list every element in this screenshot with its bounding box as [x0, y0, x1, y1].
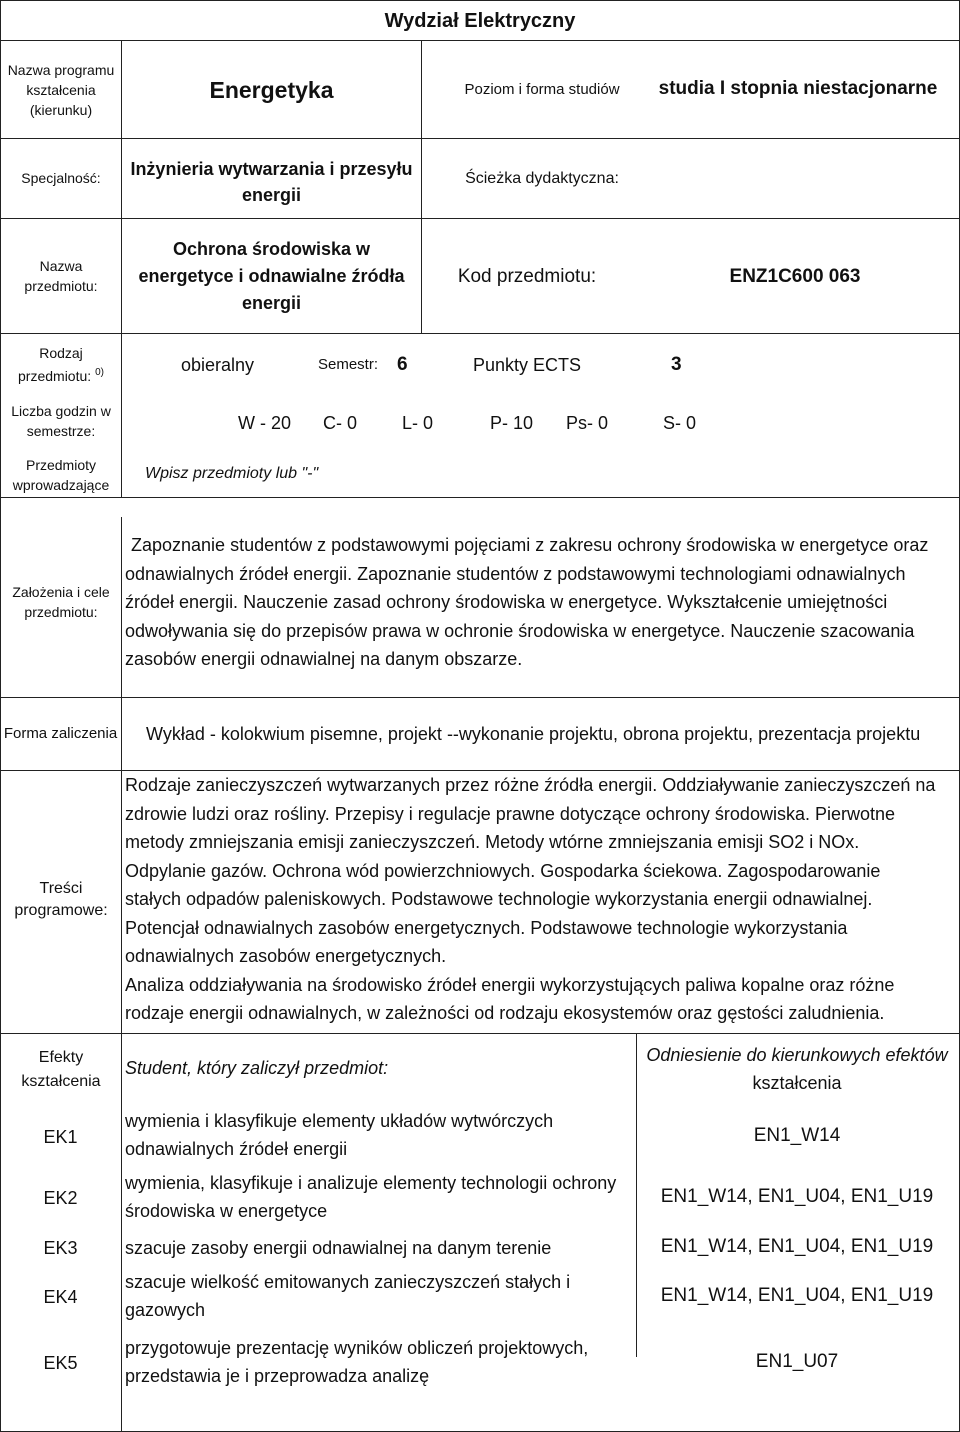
outcome-description-line: szacuje zasoby energii odnawialnej na danym terenie: [125, 1238, 552, 1258]
program-label-line: (kierunku): [29, 102, 93, 118]
program-label: [4, 60, 118, 120]
specialization-label: Specjalność:: [21, 170, 101, 186]
type-value: obieralny: [181, 355, 255, 375]
outcome-code: EK2: [43, 1188, 78, 1208]
faculty-title: Wydział Elektryczny: [384, 10, 576, 32]
specialization-value: [122, 156, 421, 208]
outcome-description-line: wymienia, klasyfikuje i analizuje elementy technologii ochrony: [125, 1173, 617, 1193]
program-value: Energetyka: [209, 77, 334, 103]
goals-line: odnawialnych źródeł energii. Zapoznanie studentów z podstawowymi technologiami odnawialnych: [125, 563, 906, 584]
border-left: [0, 0, 1, 1432]
content-label-line: programowe:: [14, 902, 108, 919]
path-label: Ścieżka dydaktyczna:: [465, 170, 619, 187]
outcome-reference: EN1_U07: [755, 1351, 839, 1372]
content-line: metody zmniejszania emisji zanieczyszczeń. Metody wtórne zmniejszania emisji SO2 i NOx.: [125, 832, 860, 852]
content-line: zdrowie ludzi oraz rośliny. Przepisy i regulacje prawne dotyczące ochrony środowiska. Pierwotne: [125, 803, 896, 824]
hours-seminar: S- 0: [663, 413, 697, 433]
subject-value: [122, 236, 421, 317]
content-line: Potencjał odnawialnych zasobów energetycznych. Podstawowe technologie wykorzystania: [125, 917, 848, 938]
divider: [121, 770, 122, 1432]
outcome-description-line: szacuje wielkość emitowanych zanieczyszczeń stałych i: [125, 1272, 571, 1292]
specialization-value-line: Inżynieria wytwarzania i przesyłu: [130, 159, 413, 179]
level-label: Poziom i forma studiów: [464, 81, 620, 98]
outcome-description: [125, 1169, 616, 1225]
goals-label-line: Założenia i cele: [12, 584, 110, 600]
outcome-description-line: środowiska w energetyce: [125, 1201, 328, 1221]
divider: [0, 333, 960, 334]
hours-label: [4, 401, 118, 441]
assessment-label: Forma zaliczenia: [3, 725, 118, 742]
divider: [121, 697, 122, 770]
ects-value: 3: [671, 354, 682, 375]
content-label-line: Treści: [39, 880, 83, 897]
prerequisites-value: Wpisz przedmioty lub "-": [145, 465, 319, 482]
outcome-code: EK3: [43, 1238, 78, 1258]
outcome-reference: EN1_W14, EN1_U04, EN1_U19: [660, 1186, 934, 1207]
outcome-description: [125, 1334, 588, 1390]
goals-line: Zapoznanie studentów z podstawowymi pojęciami z zakresu ochrony środowiska w energetyce oraz: [131, 535, 929, 555]
outcome-reference: EN1_W14: [753, 1125, 841, 1146]
outcome-code: EK4: [43, 1287, 78, 1307]
goals-label-line: przedmiotu:: [24, 604, 98, 620]
outcome-reference: EN1_W14, EN1_U04, EN1_U19: [660, 1285, 934, 1306]
subject-label-line: Nazwa: [39, 258, 83, 274]
goals-text: [125, 531, 955, 674]
prerequisites-label-line: Przedmioty: [25, 457, 97, 473]
type-label-line: Rodzaj: [39, 345, 83, 361]
border-top: [0, 0, 960, 1]
content-label: [4, 878, 118, 922]
subject-label-line: przedmiotu:: [24, 278, 98, 294]
code-label: Kod przedmiotu:: [457, 266, 597, 287]
divider: [0, 697, 960, 698]
level-value: studia I stopnia niestacjonarne: [658, 78, 938, 99]
goals-line: źródeł energii. Nauczenie zasad ochrony środowiska w energetyce. Wykształcenie umiejętności: [125, 592, 888, 612]
content-line: Odpylanie gazów. Ochrona wód powierzchniowych. Gospodarka ściekowa. Zagospodarowanie: [125, 860, 881, 881]
outcome-description-line: przygotowuje prezentację wyników obliczeń projektowych,: [125, 1338, 589, 1358]
subject-label: [4, 256, 118, 296]
outcome-description: [125, 1268, 570, 1324]
hours-label-line: Liczba godzin w: [11, 403, 111, 419]
type-label-footnote: 0): [95, 367, 104, 378]
prerequisites-label-line: wprowadzające: [12, 477, 110, 493]
subject-value-line: energetyce i odnawialne źródła: [138, 266, 405, 286]
outcome-description-line: odnawialnych źródeł energii: [125, 1139, 348, 1159]
specialization-value-line: energii: [241, 185, 302, 205]
semester-label: Semestr:: [318, 356, 379, 373]
outcomes-label: [4, 1046, 118, 1094]
ects-label: Punkty ECTS: [473, 355, 582, 375]
outcome-reference: EN1_W14, EN1_U04, EN1_U19: [660, 1236, 934, 1257]
type-label: [4, 343, 118, 386]
type-label-line: przedmiotu:: [18, 368, 92, 384]
program-label-line: kształcenia: [26, 82, 96, 98]
goals-line: zasobów energii odnawialnej na danym obszarze.: [125, 649, 523, 669]
outcome-description-line: przedstawia je i przeprowadza analizę: [125, 1366, 430, 1386]
hours-seminar-project: Ps- 0: [566, 413, 609, 433]
outcomes-ref-header: [637, 1041, 957, 1097]
outcome-description: [125, 1107, 553, 1163]
outcome-code: EK5: [43, 1353, 78, 1373]
hours-label-line: semestrze:: [26, 423, 96, 439]
content-line: rodzaje energii odnawialnych, w zależności od rodzaju ekosystemów oraz gęstości zaludnienia.: [125, 1003, 885, 1023]
outcome-description-line: gazowych: [125, 1300, 206, 1320]
content-line: odnawialnych zasobów energetycznych.: [125, 946, 447, 966]
divider: [121, 517, 122, 697]
outcomes-student-header: Student, który zaliczył przedmiot:: [125, 1058, 389, 1078]
content-line: Rodzaje zanieczyszczeń wytwarzanych przez różne źródła energii. Oddziaływanie zanieczyszczeń na: [125, 775, 936, 795]
code-value: ENZ1C600 063: [729, 266, 861, 287]
assessment-value: Wykład - kolokwium pisemne, projekt --wykonanie projektu, obrona projektu, prezentacja projektu: [146, 724, 921, 744]
hours-laboratory: L- 0: [402, 413, 434, 433]
outcome-code: EK1: [43, 1127, 78, 1147]
content-line: stałych odpadów paleniskowych. Podstawowe technologie wykorzystania energii odnawialnej.: [125, 889, 873, 909]
program-label-line: Nazwa programu: [7, 62, 115, 78]
outcomes-ref-header-line: Odniesienie do kierunkowych efektów: [646, 1045, 948, 1065]
outcomes-label-line: Efekty: [38, 1049, 84, 1066]
outcome-description: [125, 1237, 551, 1259]
outcome-description-line: wymienia i klasyfikuje elementy układów wytwórczych: [125, 1111, 554, 1131]
divider: [0, 1033, 960, 1034]
hours-project: P- 10: [490, 413, 534, 433]
outcomes-ref-header-line: kształcenia: [752, 1073, 842, 1093]
content-text: [125, 771, 957, 1028]
subject-value-line: energii: [241, 293, 302, 313]
outcomes-label-line: kształcenia: [21, 1073, 101, 1090]
divider: [0, 40, 960, 41]
divider: [0, 497, 960, 498]
prerequisites-label: [4, 455, 118, 495]
divider: [0, 218, 960, 219]
subject-value-line: Ochrona środowiska w: [172, 239, 371, 259]
hours-lecture: W - 20: [238, 413, 292, 433]
goals-label: [4, 582, 118, 622]
goals-line: odwoływania się do przepisów prawa w ochronie środowiska w energetyce. Nauczenie szacowania: [125, 620, 915, 641]
hours-exercises: C- 0: [323, 413, 358, 433]
semester-value: 6: [397, 354, 408, 375]
content-line: Analiza oddziaływania na środowisko źródeł energii wykorzystujących paliwa kopalne oraz różne: [125, 974, 895, 995]
divider: [0, 138, 960, 139]
